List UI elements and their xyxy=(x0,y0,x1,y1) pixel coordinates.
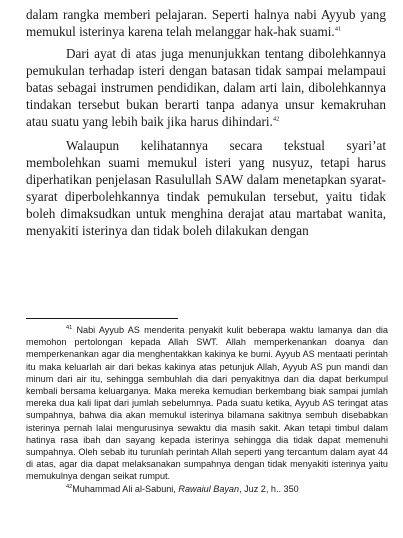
footnote-42-number: 42 xyxy=(66,483,73,490)
footnote-42-author: Muhammad Ali al-Sabuni, xyxy=(72,483,179,494)
footnote-ref-41[interactable]: 41 xyxy=(334,25,342,33)
paragraph-3 xyxy=(26,137,386,239)
footnote-42-title: Rawaiul Bayan xyxy=(178,483,240,494)
paragraph-1-text: dalam rangka memberi pelajaran. Seperti halnya nabi Ayyub yang memukul isterinya karena telah melanggar hak-hak suami. xyxy=(26,7,386,39)
paragraph-2-text: Dari ayat di atas juga menunjukkan tentang dibolehkannya pemukulan terhadap isteri dengan batasan tidak sampai melampaui batas sebagai instrumen pendidikan, dalam arti lain, dibolehkannya tindakan tersebut bukan berarti tanpa adanya unsur kemakruhan atau suatu yang lebih baik jika harus dihindari. xyxy=(26,46,386,129)
footnote-41-text: Nabi Ayyub AS menderita penyakit kulit beberapa waktu lamanya dan dia memohon pertolongan kepada Allah SWT. Allah memperkenankan doanya dan memperkenankan agar dia menghentakkan kakinya ke bumi. Ayyub AS mentaati perintah itu maka keluarlah air dari bekas kakinya atas petunjuk Allah, Ayyub AS pun mandi dan minum dari air itu, sehingga sembuhlah dia dari penyakitnya dan dia dapat berkumpul kembali bersama keluarganya. Maka mereka kemudian berkembang biak sampai jumlah mereka dua kali lipat dari jumlah sebelumnya. Pada suatu ketika, Ayyub AS teringat atas sumpahnya, bahwa dia akan memukul isterinya bilamana sakitnya sembuh disebabkan isterinya pernah lalai mengurusinya sewaktu dia masih sakit. Akan tetapi timbul dalam hatinya rasa ibah dan sayang kepada isterinya sehingga dia tidak dapat memenuhi sumpahnya. Oleh sebab itu turunlah perintah Allah seperti yang tercantum dalam ayat 44 di atas, agar dia dapat melaksanakan sumpahnya dengan tidak menyakiti isterinya yaitu memukulnya dengan seikat rumput. xyxy=(26,325,388,482)
footnotes xyxy=(26,324,388,495)
footnote-ref-42[interactable]: 42 xyxy=(272,115,280,123)
footnote-42 xyxy=(26,483,388,495)
main-text xyxy=(26,6,386,239)
paragraph-2 xyxy=(26,45,386,130)
paragraph-1 xyxy=(26,6,386,40)
footnote-41 xyxy=(26,324,388,483)
footnote-separator xyxy=(26,318,178,319)
paragraph-3-text: Walaupun kelihatannya secara tekstual syari’at membolehkan suami memukul isteri yang nusyuz, tetapi harus diperhatikan penjelasan Rasulullah SAW dalam menetapkan syarat-syarat diperbolehkannya tindak pemukulan tersebut, yaitu tidak boleh dimaksudkan untuk menghina derajat atau martabat wanita, menyakiti isterinya dan tidak boleh dilakukan dengan xyxy=(26,138,386,238)
footnote-41-number: 41 xyxy=(66,324,73,331)
footnote-42-rest: , Juz 2, h.. 350 xyxy=(239,483,299,494)
